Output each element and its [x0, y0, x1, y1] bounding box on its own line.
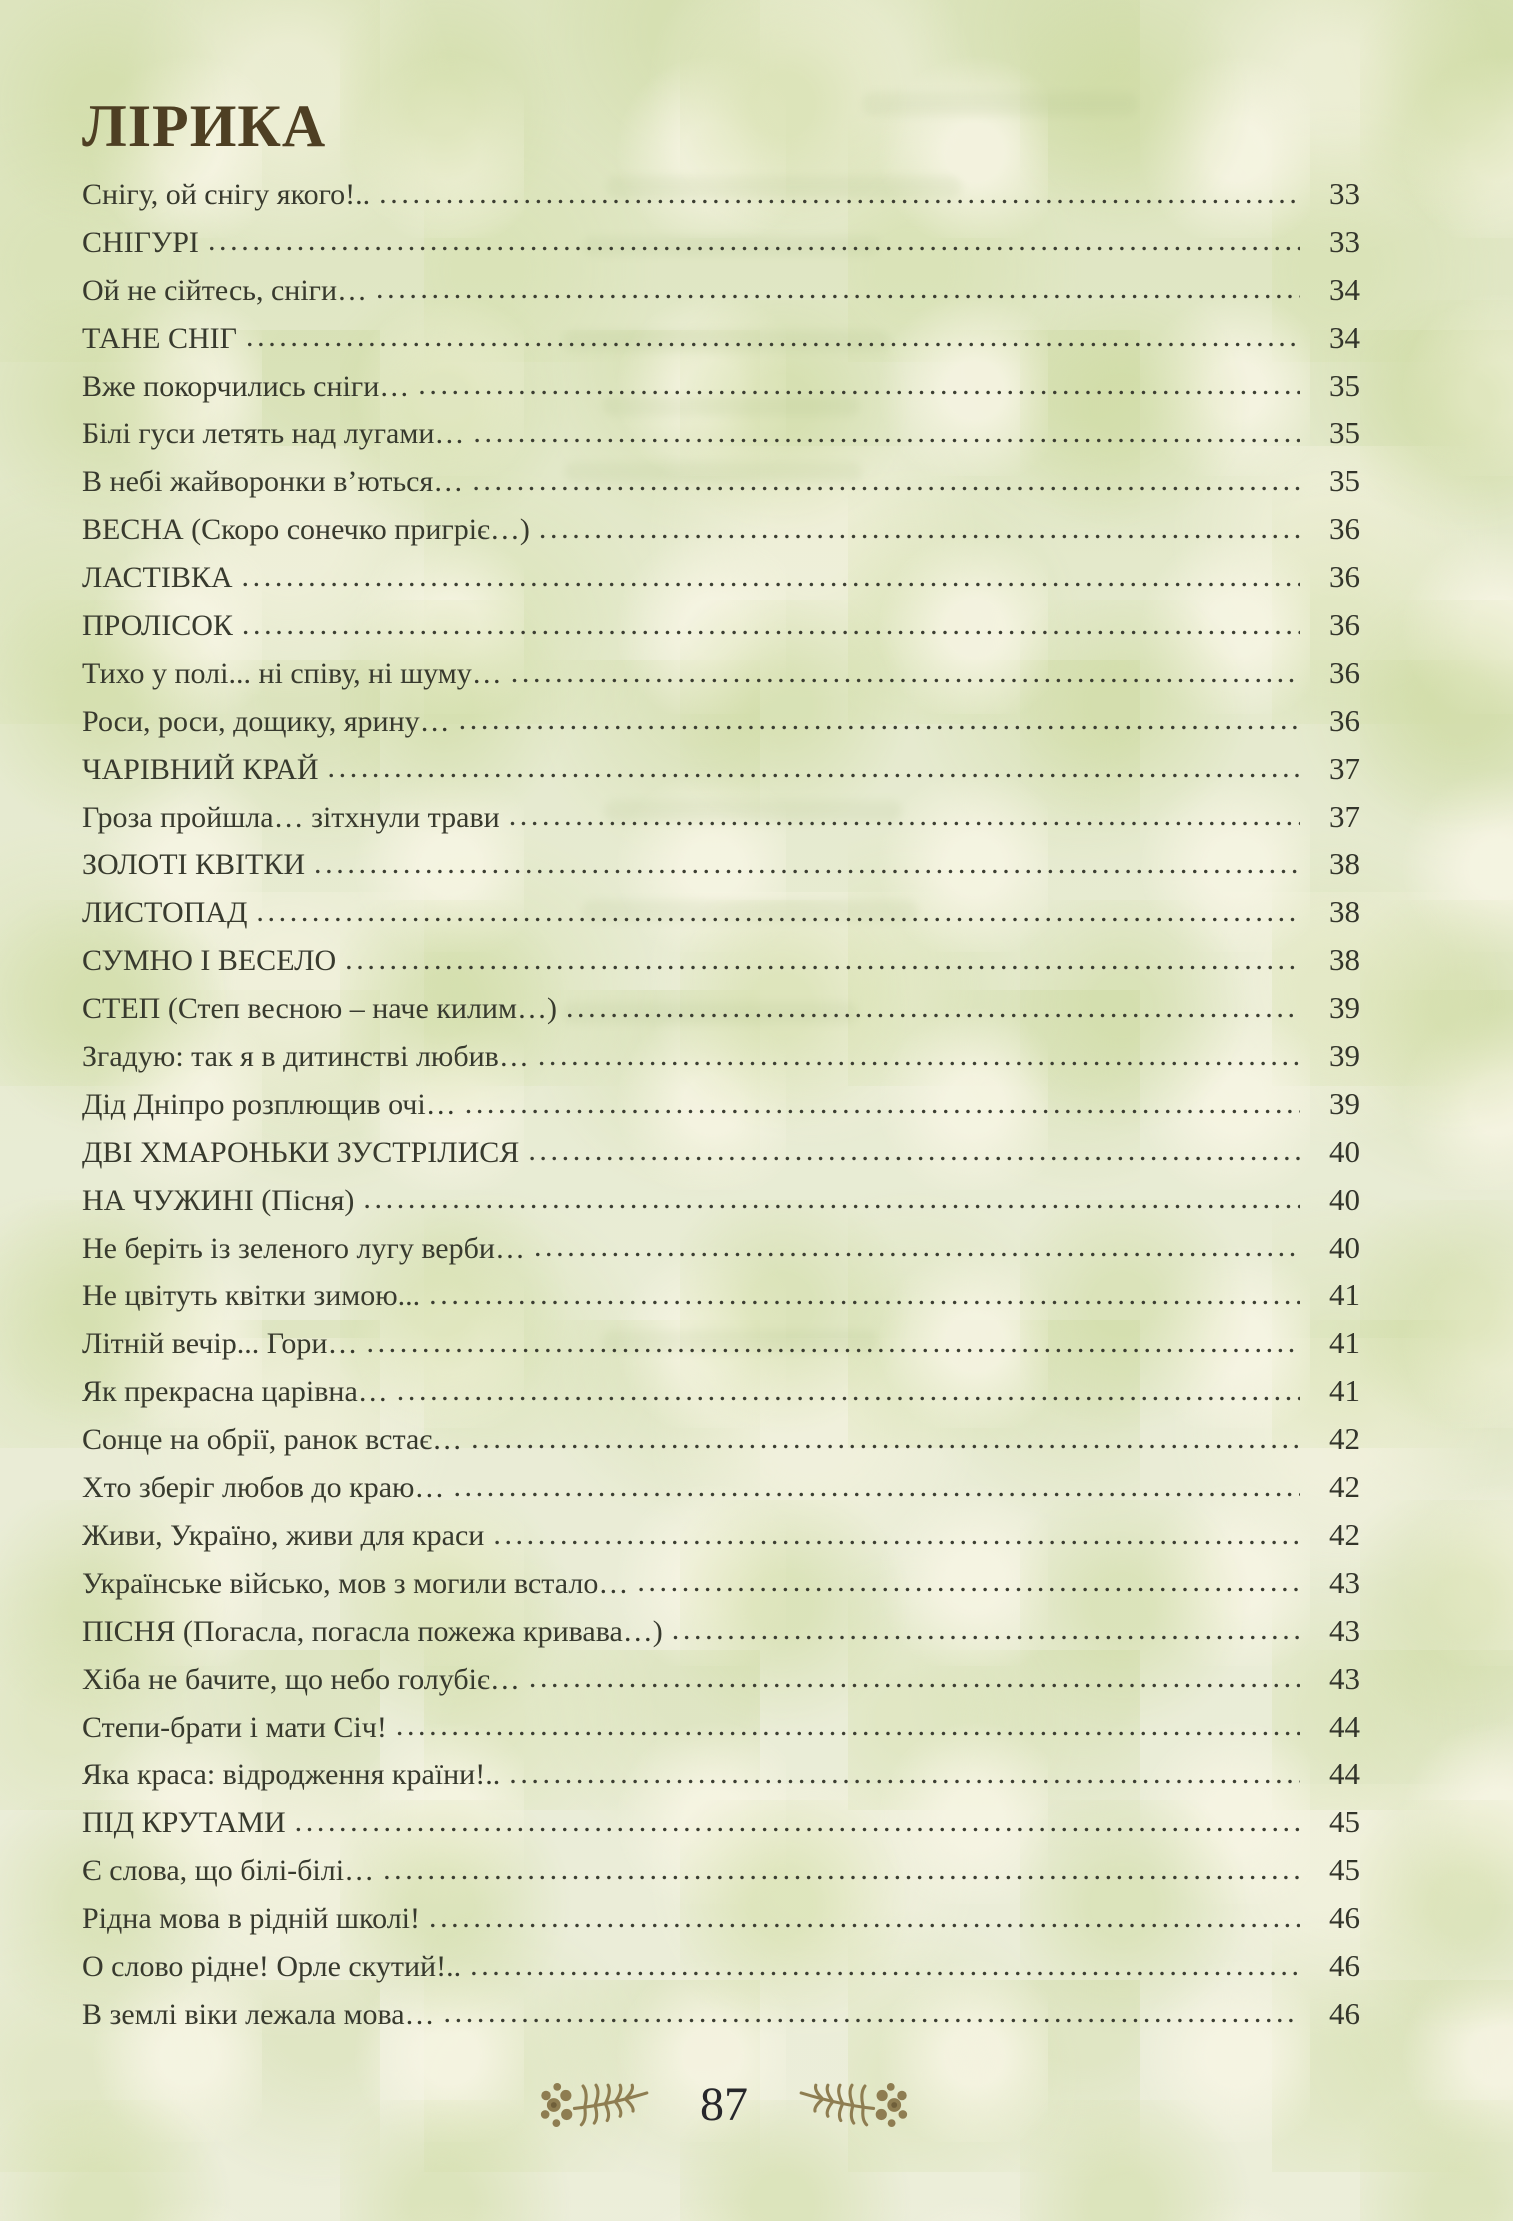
toc-entry-title: Ой не сійтесь, сніги…: [82, 273, 368, 307]
dot-leader: [453, 1467, 1300, 1497]
toc-entry-title: ЛАСТІВКА: [82, 561, 233, 595]
dot-leader: [418, 366, 1300, 396]
toc-entry-title: Білі гуси летять над лугами…: [82, 417, 465, 451]
dot-leader: [246, 318, 1300, 348]
toc-entry-page: 45: [1329, 1804, 1360, 1840]
toc-entry-title: ПРОЛІСОК: [82, 609, 233, 643]
toc-row: [82, 1659, 1360, 1707]
toc-row: [82, 1802, 1360, 1850]
toc-entry-title: Гроза пройшла… зітхнули трави: [82, 800, 500, 834]
toc-entry-title: СУМНО І ВЕСЕЛО: [82, 944, 337, 978]
dot-leader: [396, 1707, 1300, 1737]
toc-row: [82, 1180, 1360, 1228]
toc-row: [82, 940, 1360, 988]
toc-row: [82, 1707, 1360, 1755]
toc-entry-page: 39: [1329, 1085, 1360, 1121]
toc-row: [82, 222, 1360, 270]
dot-leader: [465, 1084, 1300, 1114]
toc-entry-title: Роси, роси, дощику, ярину…: [82, 704, 450, 738]
toc-entry-page: 36: [1329, 559, 1360, 595]
toc-entry-page: 38: [1329, 942, 1360, 978]
toc-entry-page: 43: [1329, 1564, 1360, 1600]
toc-row: [82, 1084, 1360, 1132]
dot-leader: [538, 1036, 1300, 1066]
dot-leader: [242, 557, 1300, 587]
toc-entry-page: 43: [1329, 1612, 1360, 1648]
toc-entry-title: ПІД КРУТАМИ: [82, 1806, 286, 1840]
dot-leader: [509, 1754, 1300, 1784]
toc-row: [82, 1228, 1360, 1276]
toc-row: [82, 701, 1360, 749]
toc-entry-title: Вже покорчились сніги…: [82, 369, 410, 403]
page-number: 87: [700, 2078, 748, 2131]
toc-entry-title: ЛИСТОПАД: [82, 896, 248, 930]
toc-row: [82, 1946, 1360, 1994]
toc-entry-title: СТЕП (Степ весною – наче килим…): [82, 992, 557, 1026]
toc-entry-page: 39: [1329, 1038, 1360, 1074]
toc-entry-page: 36: [1329, 654, 1360, 690]
toc-entry-title: Дід Дніпро розплющив очі…: [82, 1087, 456, 1121]
toc-entry-page: 41: [1329, 1277, 1360, 1313]
toc-entry-page: 38: [1329, 846, 1360, 882]
toc-entry-title: Сонце на обрії, ранок встає…: [82, 1423, 463, 1457]
toc-row: [82, 1467, 1360, 1515]
toc-entry-page: 40: [1329, 1181, 1360, 1217]
dot-leader: [256, 892, 1300, 922]
dot-leader: [295, 1802, 1300, 1832]
toc-row: [82, 461, 1360, 509]
toc-list: [82, 174, 1360, 2042]
toc-entry-title: О слово рідне! Орле скутий!..: [82, 1949, 462, 1983]
toc-entry-title: Згадую: так я в дитинстві любив…: [82, 1040, 529, 1074]
floral-fern-ornament-right-icon: [796, 2079, 908, 2131]
dot-leader: [472, 461, 1300, 491]
toc-entry-page: 42: [1329, 1469, 1360, 1505]
dot-leader: [534, 1228, 1300, 1258]
toc-entry-page: 37: [1329, 750, 1360, 786]
toc-entry-title: ДВІ ХМАРОНЬКИ ЗУСТРІЛИСЯ: [82, 1135, 520, 1169]
dot-leader: [383, 1850, 1300, 1880]
toc-row: [82, 509, 1360, 557]
dot-leader: [429, 1898, 1300, 1928]
toc-entry-title: ПІСНЯ (Погасла, погасла пожежа кривава…): [82, 1614, 663, 1648]
toc-entry-title: Літній вечір... Гори…: [82, 1327, 358, 1361]
toc-row: [82, 1611, 1360, 1659]
toc-row: [82, 1515, 1360, 1563]
toc-entry-title: Тихо у полі... ні співу, ні шуму…: [82, 656, 502, 690]
toc-entry-title: Живи, Україно, живи для краси: [82, 1518, 485, 1552]
toc-entry-title: Степи-брати і мати Січ!: [82, 1710, 387, 1744]
toc-row: [82, 988, 1360, 1036]
toc-row: [82, 557, 1360, 605]
toc-row: [82, 749, 1360, 797]
section-title: ЛІРИКА: [82, 93, 327, 159]
toc-entry-title: ТАНЕ СНІГ: [82, 321, 237, 355]
dot-leader: [529, 1659, 1300, 1689]
toc-entry-page: 35: [1329, 367, 1360, 403]
dot-leader: [242, 605, 1300, 635]
dot-leader: [314, 844, 1300, 874]
page-footer: [540, 2076, 908, 2134]
toc-row: [82, 844, 1360, 892]
toc-entry-page: 37: [1329, 798, 1360, 834]
toc-row: [82, 653, 1360, 701]
toc-entry-page: 33: [1329, 176, 1360, 211]
toc-entry-page: 35: [1329, 463, 1360, 499]
dot-leader: [473, 413, 1300, 443]
toc-entry-title: ЧАРІВНИЙ КРАЙ: [82, 752, 319, 786]
toc-row: [82, 1275, 1360, 1323]
toc-entry-page: 39: [1329, 990, 1360, 1026]
toc-entry-page: 34: [1329, 319, 1360, 355]
toc-row: [82, 605, 1360, 653]
toc-entry-title: НА ЧУЖИНІ (Пісня): [82, 1183, 355, 1217]
toc-row: [82, 270, 1360, 318]
dot-leader: [637, 1563, 1300, 1593]
toc-row: [82, 1036, 1360, 1084]
toc-row: [82, 797, 1360, 845]
toc-entry-page: 38: [1329, 894, 1360, 930]
toc-entry-page: 42: [1329, 1516, 1360, 1552]
dot-leader: [566, 988, 1300, 1018]
toc-row: [82, 1754, 1360, 1802]
toc-row: [82, 1994, 1360, 2042]
toc-row: [82, 1323, 1360, 1371]
toc-entry-page: 46: [1329, 1900, 1360, 1936]
toc-entry-page: 40: [1329, 1133, 1360, 1169]
dot-leader: [471, 1419, 1300, 1449]
toc-entry-page: 42: [1329, 1421, 1360, 1457]
dot-leader: [493, 1515, 1300, 1545]
toc-row: [82, 174, 1360, 222]
dot-leader: [511, 653, 1300, 683]
toc-entry-page: 41: [1329, 1325, 1360, 1361]
toc-entry-page: 35: [1329, 415, 1360, 451]
toc-row: [82, 1371, 1360, 1419]
dot-leader: [539, 509, 1300, 539]
floral-fern-ornament-left-icon: [540, 2079, 652, 2131]
toc-row: [82, 1132, 1360, 1180]
dot-leader: [397, 1371, 1300, 1401]
dot-leader: [363, 1180, 1300, 1210]
toc-entry-page: 41: [1329, 1373, 1360, 1409]
dot-leader: [429, 1275, 1300, 1305]
toc-row: [82, 892, 1360, 940]
toc-entry-page: 46: [1329, 1947, 1360, 1983]
dot-leader: [379, 174, 1300, 204]
dot-leader: [328, 749, 1300, 779]
toc-entry-title: Є слова, що білі-білі…: [82, 1854, 375, 1888]
toc-entry-title: Яка краса: відродження країни!..: [82, 1758, 501, 1792]
dot-leader: [444, 1994, 1300, 2024]
toc-entry-title: Рідна мова в рідній школі!: [82, 1902, 420, 1936]
toc-entry-title: В землі віки лежала мова…: [82, 1997, 435, 2031]
dot-leader: [376, 270, 1300, 300]
toc-entry-page: 34: [1329, 271, 1360, 307]
toc-row: [82, 413, 1360, 461]
toc-row: [82, 1850, 1360, 1898]
toc-entry-page: 43: [1329, 1660, 1360, 1696]
toc-entry-title: СНІГУРІ: [82, 225, 199, 259]
toc-entry-page: 44: [1329, 1708, 1360, 1744]
toc-entry-title: Як прекрасна царівна…: [82, 1375, 388, 1409]
toc-entry-page: 40: [1329, 1229, 1360, 1265]
toc-entry-page: 36: [1329, 607, 1360, 643]
toc-entry-page: 36: [1329, 511, 1360, 547]
toc-entry-title: В небі жайворонки в’ються…: [82, 465, 464, 499]
toc-entry-title: Не цвітуть квітки зимою...: [82, 1279, 421, 1313]
toc-entry-title: Українське військо, мов з могили встало…: [82, 1566, 629, 1600]
dot-leader: [208, 222, 1300, 252]
toc-row: [82, 1898, 1360, 1946]
toc-entry-title: Хіба не бачите, що небо голубіє…: [82, 1662, 520, 1696]
dot-leader: [345, 940, 1300, 970]
toc-entry-title: Хто зберіг любов до краю…: [82, 1471, 445, 1505]
toc-entry-title: Не беріть із зеленого лугу верби…: [82, 1231, 525, 1265]
dot-leader: [672, 1611, 1300, 1641]
toc-entry-page: 33: [1329, 223, 1360, 259]
toc-entry-page: 44: [1329, 1756, 1360, 1792]
toc-entry-page: 46: [1329, 1995, 1360, 2031]
toc-entry-page: 45: [1329, 1852, 1360, 1888]
toc-row: [82, 1563, 1360, 1611]
dot-leader: [509, 797, 1300, 827]
toc-row: [82, 366, 1360, 414]
dot-leader: [528, 1132, 1300, 1162]
dot-leader: [459, 701, 1300, 731]
dot-leader: [366, 1323, 1300, 1353]
toc-entry-title: Снігу, ой снігу якого!..: [82, 178, 371, 211]
toc-entry-title: ЗОЛОТІ КВІТКИ: [82, 848, 306, 882]
toc-entry-page: 36: [1329, 702, 1360, 738]
toc-row: [82, 1419, 1360, 1467]
dot-leader: [470, 1946, 1300, 1976]
toc-row: [82, 318, 1360, 366]
toc-entry-title: ВЕСНА (Скоро сонечко пригріє…): [82, 513, 530, 547]
